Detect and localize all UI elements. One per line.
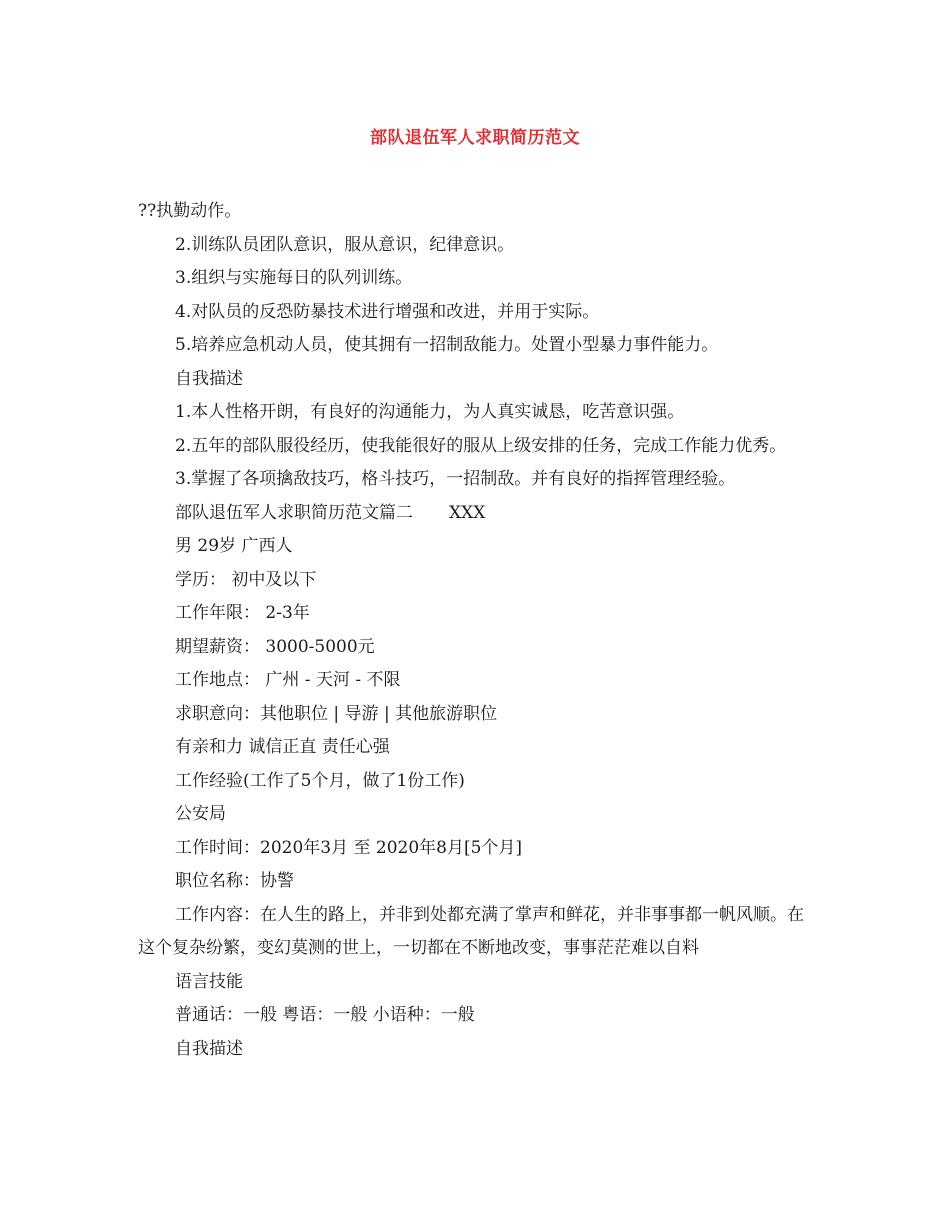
- text-line: 有亲和力 诚信正直 责任心强: [175, 737, 390, 757]
- text-line: ??执勤动作。: [138, 201, 242, 221]
- text-line: 公安局: [175, 804, 226, 824]
- section-heading: 自我描述: [175, 1038, 243, 1059]
- section-heading: 语言技能: [175, 971, 243, 992]
- text-line: 工作年限： 2-3年: [175, 603, 310, 623]
- text-line: 2.训练队员团队意识，服从意识，纪律意识。: [175, 234, 515, 255]
- text-paragraph: 2.五年的部队服役经历，使我能很好的服从上级安排的任务，完成工作能力优秀。: [175, 435, 787, 456]
- text-line: 男 29岁 广西人: [175, 536, 293, 556]
- text-line: 工作地点： 广州 - 天河 - 不限: [175, 670, 401, 690]
- document-body: [138, 195, 818, 1066]
- text-line: 工作经验(工作了5个月，做了1份工作): [175, 770, 465, 791]
- text-line: 学历： 初中及以下: [175, 569, 317, 590]
- text-line: 1.本人性格开朗，有良好的沟通能力，为人真实诚恳，吃苦意识强。: [175, 402, 685, 422]
- text-line: 3.组织与实施每日的队列训练。: [175, 268, 413, 288]
- section-heading: 自我描述: [175, 368, 243, 389]
- text-paragraph: 工作内容：在人生的路上，并非到处都充满了掌声和鲜花，并非事事都一帆风顺。在这个复杂纷繁，变幻莫测的世上，一切都在不断地改变，事事茫茫难以自料: [138, 904, 804, 958]
- text-line: 4.对队员的反恐防暴技术进行增强和改进，并用于实际。: [175, 301, 600, 322]
- text-line: 5.培养应急机动人员，使其拥有一招制敌能力。处置小型暴力事件能力。: [175, 335, 719, 355]
- document-title: 部队退伍军人求职简历范文: [370, 128, 580, 148]
- text-line: 工作时间：2020年3月 至 2020年8月[5个月]: [175, 837, 523, 858]
- section2-heading: [138, 497, 818, 531]
- text-line: 求职意向：其他职位 | 导游 | 其他旅游职位: [175, 703, 498, 724]
- text-line: 职位名称：协警: [175, 871, 294, 891]
- text-line: 3.掌握了各项擒敌技巧，格斗技巧，一招制敌。并有良好的指挥管理经验。: [175, 469, 736, 489]
- text-line: 期望薪资： 3000-5000元: [175, 636, 375, 657]
- section2-name: XXX: [449, 502, 486, 523]
- text-line: 普通话：一般 粤语：一般 小语种：一般: [175, 1005, 475, 1025]
- section2-title: 部队退伍军人求职简历范文篇二: [175, 502, 413, 523]
